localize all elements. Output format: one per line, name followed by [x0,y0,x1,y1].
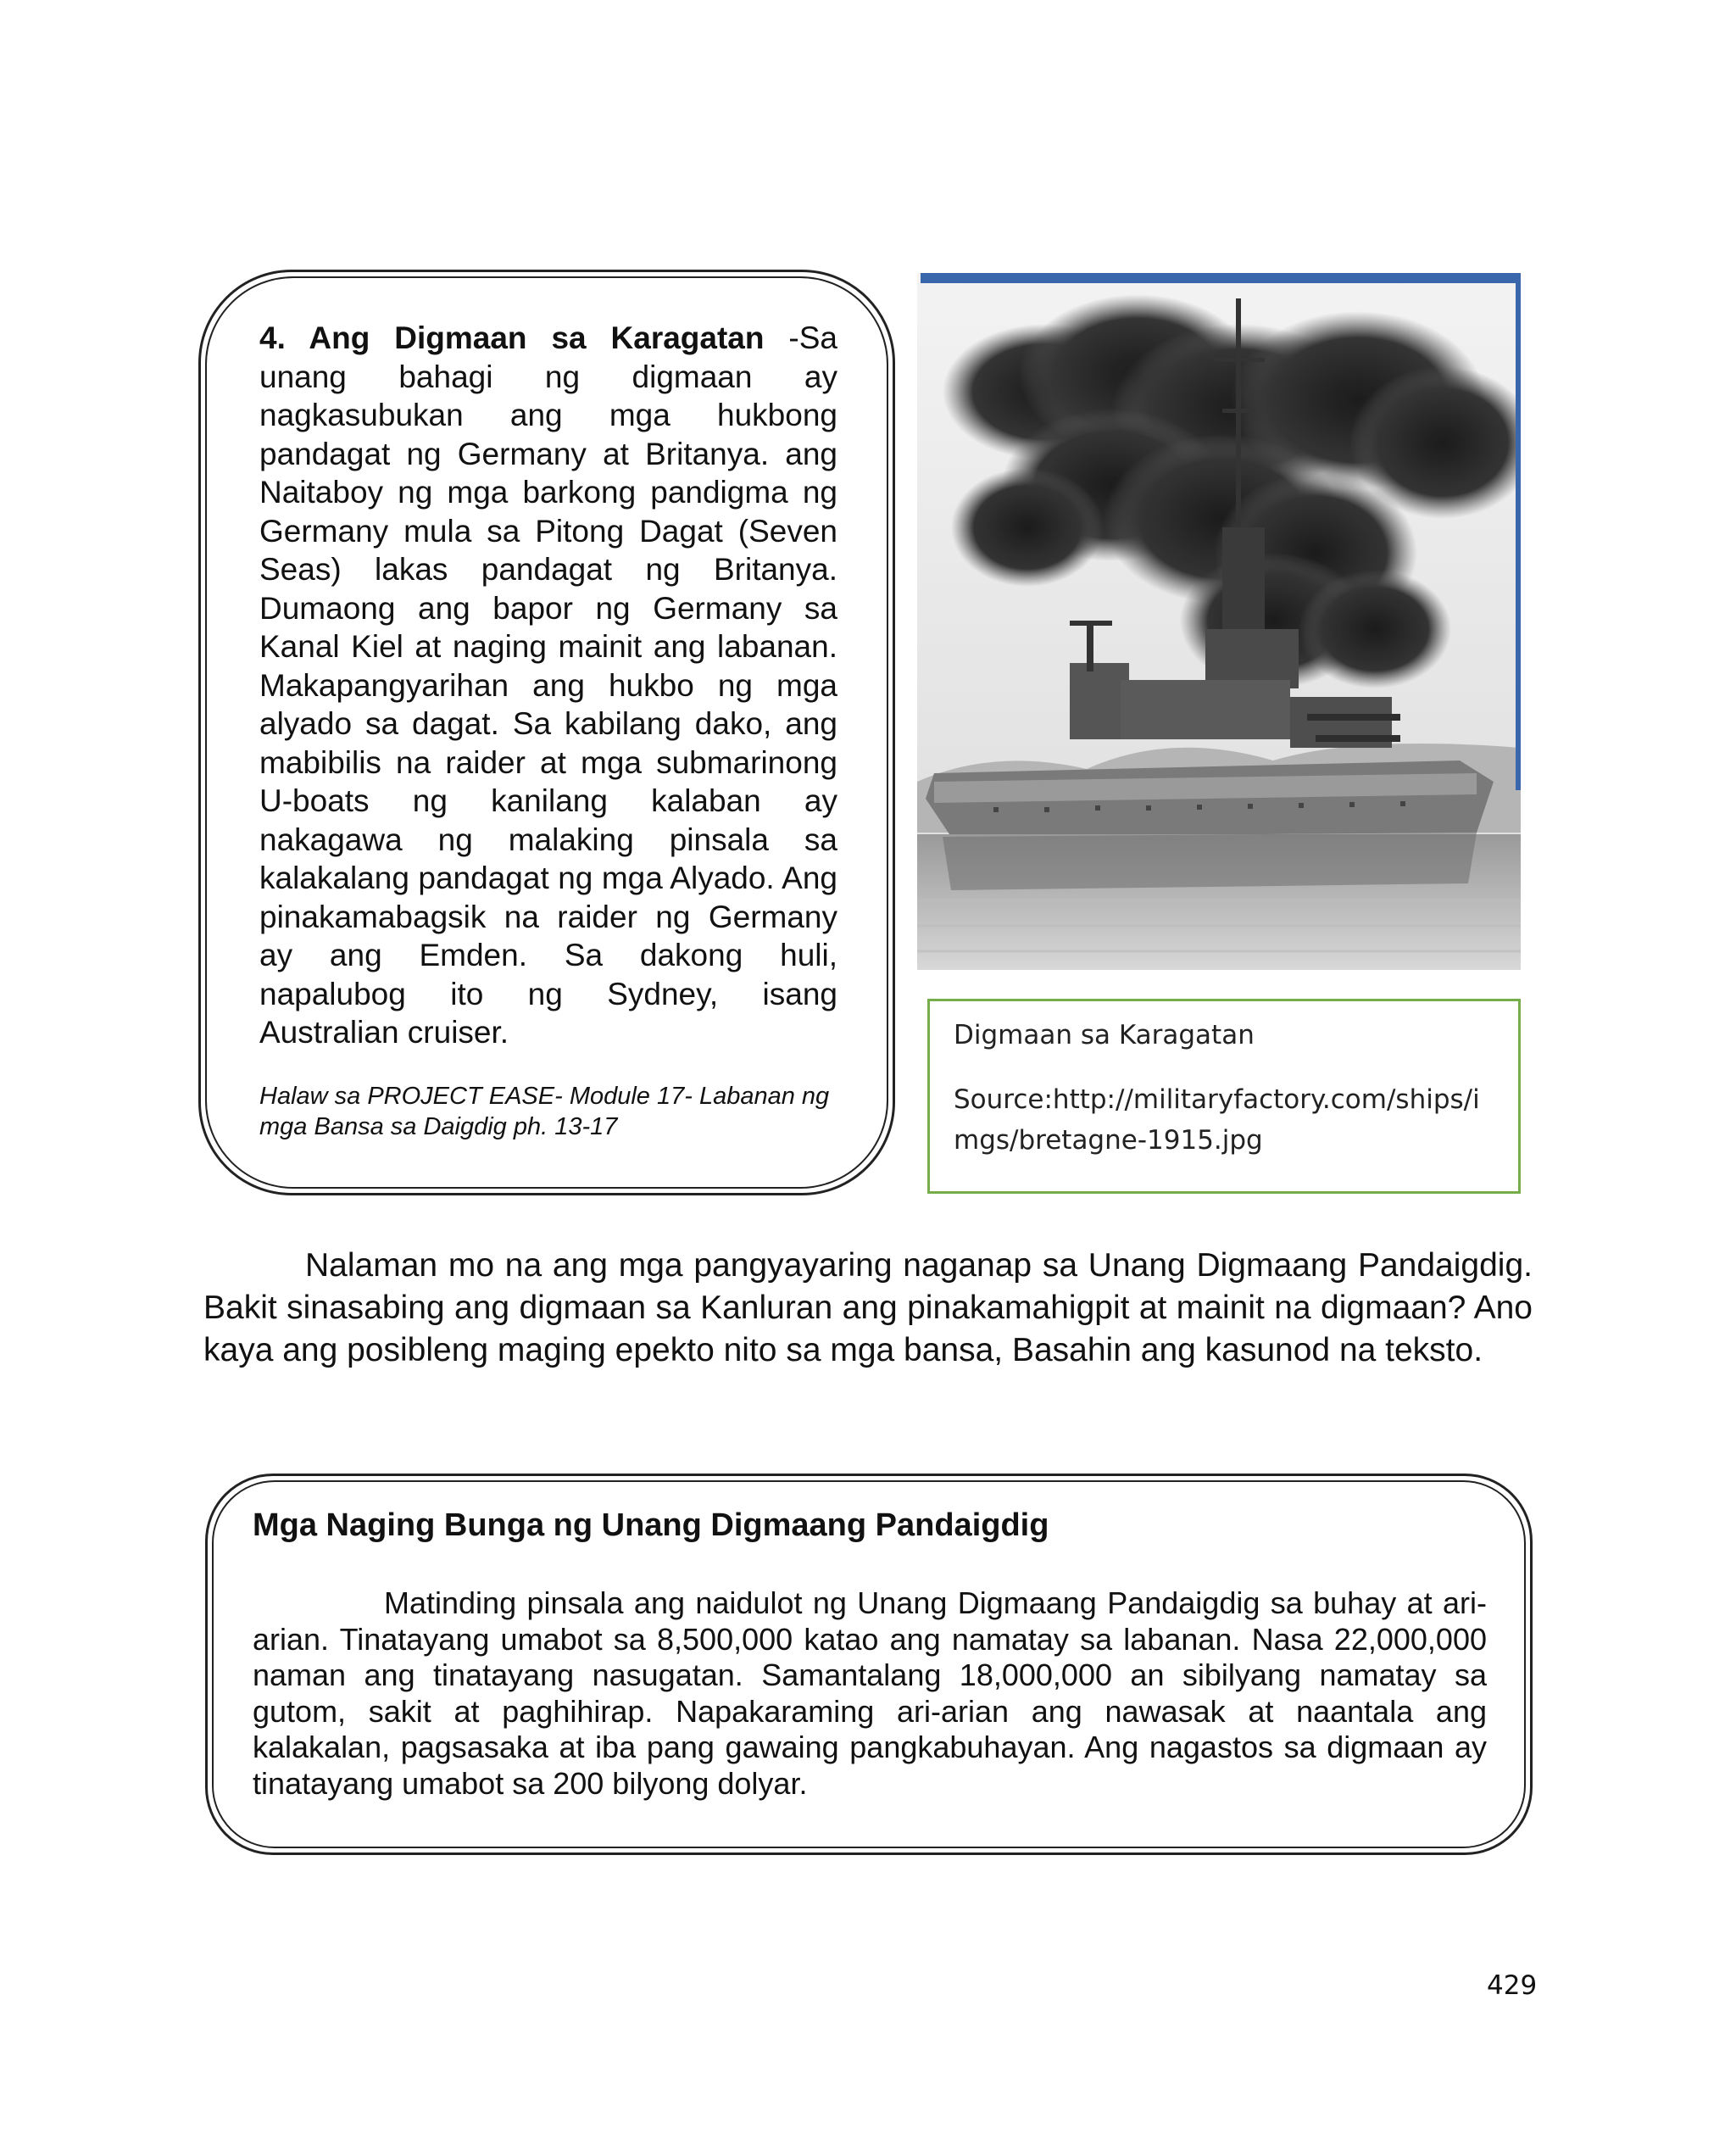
karagatan-heading: 4. Ang Digmaan sa Karagatan [259,320,765,355]
karagatan-paragraph [259,319,837,1052]
caption-source-link: Source:http://militaryfactory.com/ships/imgs/bretagne-1915.jpg [954,1084,1480,1156]
battleship-photo [917,273,1521,970]
intro-paragraph: Nalaman mo na ang mga pangyayaring naganap sa Unang Digmaang Pandaigdig. Bakit sinasabing ang digmaan sa Kanluran ang pinakamahigpit at mainit na digmaan? Ano kaya ang posibleng maging epekto nito sa mga bansa, Basahin ang kasunod na teksto. [203,1247,1533,1368]
photo-border-top [921,273,1521,283]
photo-border-right [1516,273,1521,790]
page-number: 429 [1487,1970,1538,2001]
photo-caption-box [927,999,1521,1194]
caption-title: Digmaan sa Karagatan [954,1020,1255,1050]
karagatan-body: -Sa unang bahagi ng digmaan ay nagkasubukan ang mga hukbong pandagat ng Germany at Britanya. ang Naitaboy ng mga barkong pandigma ng Germany mula sa Pitong Dagat (Seven Seas) lakas pandagat ng Britanya. Dumaong ang bapor ng Germany sa Kanal Kiel at naging mainit ang labanan. Makapangyarihan ang hukbo ng mga alyado sa dagat. Sa kabilang dako, ang mabibilis na raider at mga submarinong U-boats ng kanilang kalaban ay nakagawa ng malaking pinsala sa kalakalang pandagat ng mga Alyado. Ang pinakamabagsik na raider ng Germany ay ang Emden. Sa dakong huli, napalubog ito ng Sydney, isang Australian cruiser. [259,320,838,1050]
bunga-paragraph: Matinding pinsala ang naidulot ng Unang Digmaang Pandaigdig sa buhay at ari-arian. Tinatayang umabot sa 8,500,000 katao ang namatay sa labanan. Nasa 22,000,000 naman ang tinatayang nasugatan. Samantalang 18,000,000 an sibilyang namatay sa gutom, sakit at paghihirap. Napakaraming ari-arian ang nawasak at naantala ang kalakalan, pagsasaka at iba pang gawaing pangkabuhayan. Ang nagastos sa digmaan ay tinatayang umabot sa 200 bilyong dolyar. [253,1585,1487,1801]
bunga-title: Mga Naging Bunga ng Unang Digmaang Pandaigdig [253,1507,1049,1543]
karagatan-source-note: Halaw sa PROJECT EASE- Module 17- Labanan ng mga Bansa sa Daigdig ph. 13-17 [259,1083,830,1140]
